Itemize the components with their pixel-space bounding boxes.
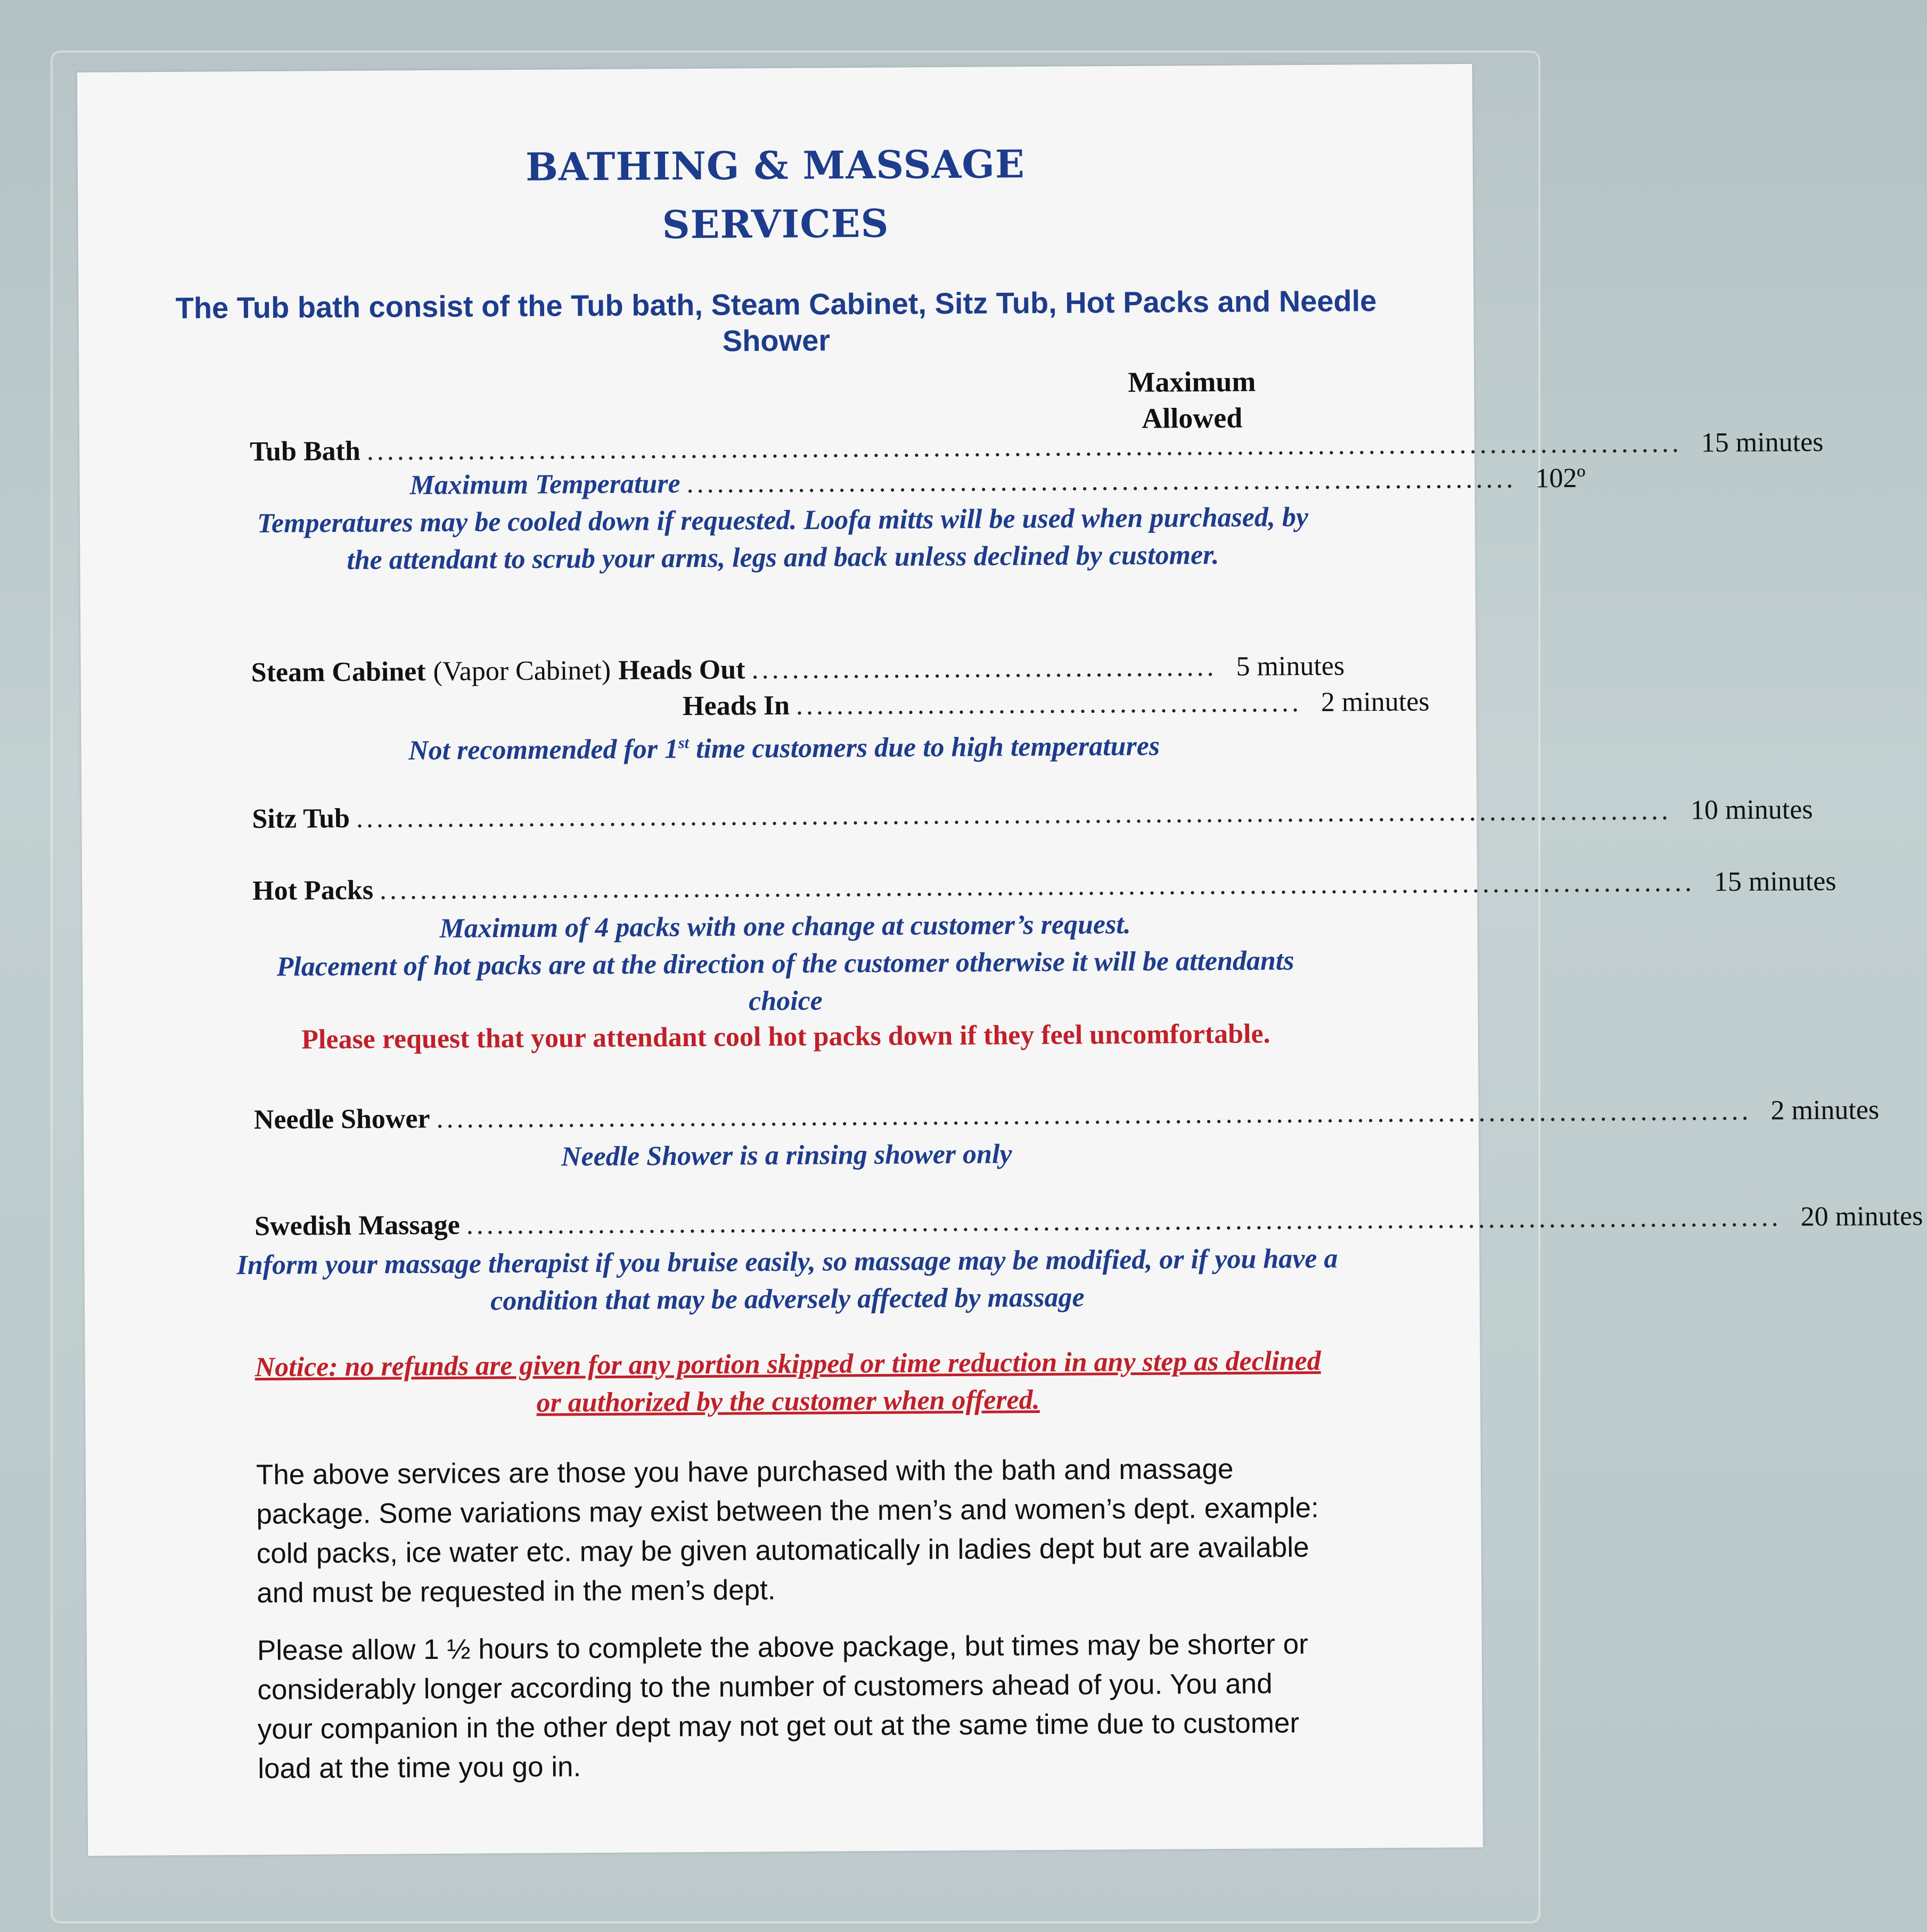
tub-bath-row <box>249 427 1824 467</box>
tub-bath-value: 15 minutes <box>1701 427 1824 458</box>
title-line-2: SERVICES <box>662 200 889 248</box>
steam-cabinet-label: Steam Cabinet <box>251 656 426 688</box>
leader-dots: .................................................................................................................................. <box>466 1202 1782 1240</box>
hot-packs-value: 15 minutes <box>1713 866 1836 898</box>
steam-note: Not recommended for 1st time customers due to high temperatures <box>408 730 1160 766</box>
sitz-tub-row <box>252 794 1813 835</box>
hot-packs-warning: Please request that your attendant cool hot packs down if they feel uncomfortable. <box>301 1018 1270 1055</box>
swedish-massage-note: Inform your massage therapist if you bruise easily, so massage may be modified, or if you have a condition that may be adversely affected by massage <box>236 1243 1338 1317</box>
vapor-cabinet-label: (Vapor Cabinet) <box>433 655 611 687</box>
sitz-tub-value: 10 minutes <box>1690 794 1813 826</box>
max-temp-row <box>409 463 1586 502</box>
hot-packs-note-1: Maximum of 4 packs with one change at customer’s request. <box>439 909 1131 944</box>
steam-cabinet-row <box>251 651 1345 688</box>
hot-packs-note-2: Placement of hot packs are at the direction of the customer otherwise it will be attendants choice <box>276 946 1294 1017</box>
swedish-massage-row <box>254 1201 1923 1242</box>
tub-note: Temperatures may be cooled down if requested. Loofa mitts will be used when purchased, by the attendant to scrub your arms, legs and back unless declined by customer. <box>257 502 1309 576</box>
heads-in-label: Heads In <box>682 690 790 722</box>
max-temp-label: Maximum Temperature <box>409 468 680 501</box>
needle-shower-label: Needle Shower <box>253 1104 430 1136</box>
heads-out-label: Heads Out <box>618 654 745 686</box>
services-paragraph: The above services are those you have purchased with the bath and massage package. Some variations may exist between the men’s and women’s dept. example: cold packs, ice water etc. may be given automatically in ladies dept but are available and must be requested in the men’s dept. <box>256 1453 1319 1609</box>
heads-in-row <box>682 686 1430 722</box>
leader-dots: .................................................................................................................................. <box>356 795 1672 834</box>
title-line-1: BATHING & MASSAGE <box>525 141 1025 190</box>
hot-packs-row <box>252 866 1836 907</box>
column-header: Maximum Allowed <box>1128 365 1256 434</box>
leader-dots: .................................................................................................................................. <box>379 867 1695 906</box>
leader-dots: .................................................................................. <box>686 463 1516 499</box>
swedish-massage-value: 20 minutes <box>1800 1201 1923 1232</box>
max-temp-value: 102º <box>1535 463 1586 494</box>
needle-shower-value: 2 minutes <box>1770 1095 1880 1126</box>
heads-in-value: 2 minutes <box>1321 686 1430 718</box>
timing-paragraph: Please allow 1 ½ hours to complete the above package, but times may be shorter or considerably longer according to the number of customers ahead of you. You and your companion in the other dept may not get out at the same time due to customer load at the time you go in. <box>257 1628 1308 1785</box>
heads-out-value: 5 minutes <box>1236 651 1345 682</box>
tub-bath-label: Tub Bath <box>249 435 360 467</box>
hot-packs-label: Hot Packs <box>252 875 374 907</box>
leader-dots: .............................................. <box>751 651 1217 685</box>
refund-notice: Notice: no refunds are given for any portion skipped or time reduction in any step as declined or authorized by the customer when offered. <box>255 1345 1321 1418</box>
notice-sheet <box>77 64 1923 1856</box>
subtitle: The Tub bath consist of the Tub bath, Steam Cabinet, Sitz Tub, Hot Packs and Needle Shower <box>175 284 1377 358</box>
needle-shower-note: Needle Shower is a rinsing shower only <box>561 1139 1012 1172</box>
leader-dots: .................................................................................................................................. <box>436 1095 1752 1134</box>
sitz-tub-label: Sitz Tub <box>252 803 350 835</box>
swedish-massage-label: Swedish Massage <box>254 1210 460 1242</box>
leader-dots: .................................................................................................................................. <box>366 427 1682 466</box>
needle-shower-row <box>253 1095 1880 1136</box>
leader-dots: .................................................. <box>796 687 1302 721</box>
